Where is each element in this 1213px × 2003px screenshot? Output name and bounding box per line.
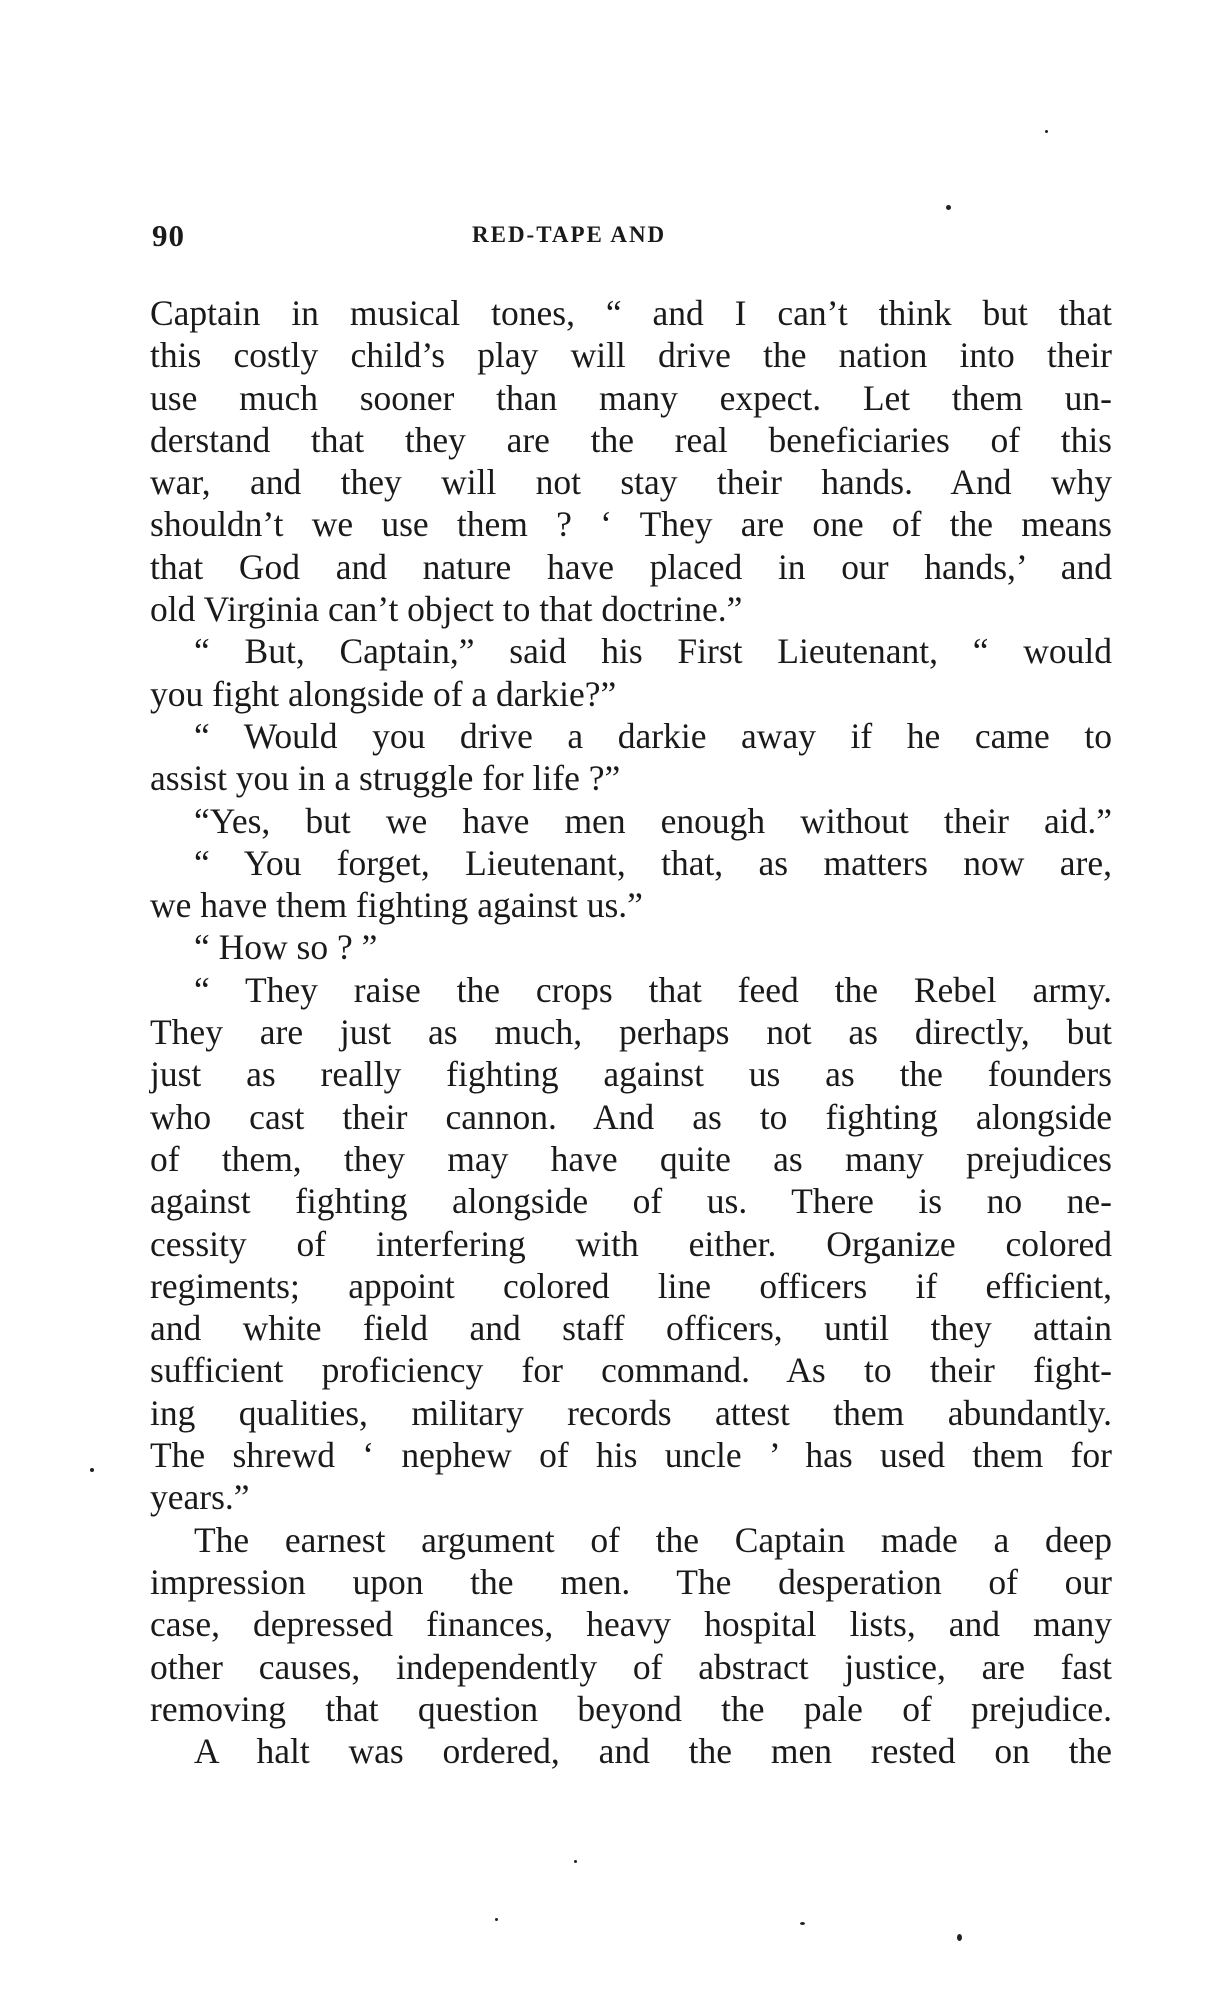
text-line: sufficient proficiency for command. As to their fight- xyxy=(150,1350,1112,1391)
text-line: ing qualities, military records attest them abundantly. xyxy=(150,1392,1112,1433)
text-line: The earnest argument of the Captain made a deep xyxy=(194,1519,1112,1560)
body-text xyxy=(150,292,1112,1772)
text-line: “Yes, but we have men enough without their aid.” xyxy=(194,800,1112,841)
text-line: you fight alongside of a darkie?” xyxy=(150,673,617,714)
scan-speck xyxy=(495,1918,498,1921)
scan-speck xyxy=(1045,130,1048,133)
text-line: Captain in musical tones, “ and I can’t think but that xyxy=(150,293,1112,333)
text-line: The shrewd ‘ nephew of his uncle ’ has used them for xyxy=(150,1435,1112,1476)
text-line: use much sooner than many expect. Let them un- xyxy=(150,377,1112,418)
running-head: RED-TAPE AND xyxy=(472,222,667,247)
text-line: “ Would you drive a darkie away if he came to xyxy=(194,715,1112,756)
text-line: “ How so ? ” xyxy=(194,927,378,968)
text-line: just as really fighting against us as the founders xyxy=(150,1054,1112,1095)
text-line: “ They raise the crops that feed the Rebel army. xyxy=(194,969,1112,1010)
text-line: of them, they may have quite as many prejudices xyxy=(150,1138,1112,1179)
text-line: we have them fighting against us.” xyxy=(150,885,643,926)
text-line: other causes, independently of abstract justice, are fast xyxy=(150,1646,1112,1687)
text-line: “ You forget, Lieutenant, that, as matters now are, xyxy=(194,842,1112,883)
text-line: A halt was ordered, and the men rested on the xyxy=(194,1731,1112,1772)
scan-speck xyxy=(957,1934,962,1941)
text-line: “ But, Captain,” said his First Lieutenant, “ would xyxy=(194,631,1112,672)
text-line: regiments; appoint colored line officers if efficient, xyxy=(150,1265,1112,1306)
text-line: who cast their cannon. And as to fighting alongside xyxy=(150,1096,1112,1137)
text-line: that God and nature have placed in our hands,’ and xyxy=(150,546,1112,587)
text-line: old Virginia can’t object to that doctrine.” xyxy=(150,589,743,630)
text-line: case, depressed finances, heavy hospital lists, and many xyxy=(150,1604,1112,1645)
scan-speck xyxy=(800,1922,805,1925)
text-line: and white field and staff officers, until they attain xyxy=(150,1308,1112,1349)
text-line: impression upon the men. The desperation of our xyxy=(150,1561,1112,1602)
text-line: They are just as much, perhaps not as directly, but xyxy=(150,1012,1112,1053)
text-line: years.” xyxy=(150,1477,250,1518)
page-number: 90 xyxy=(152,218,185,253)
scan-speck xyxy=(574,1860,577,1863)
text-line: removing that question beyond the pale of prejudice. xyxy=(150,1688,1112,1729)
text-line: assist you in a struggle for life ?” xyxy=(150,758,621,799)
scan-speck xyxy=(90,1468,94,1472)
text-line: derstand that they are the real beneficiaries of this xyxy=(150,419,1112,460)
text-line: shouldn’t we use them ? ‘ They are one of the means xyxy=(150,504,1112,545)
page-header xyxy=(152,218,1112,258)
text-line: cessity of interfering with either. Organize colored xyxy=(150,1223,1112,1264)
text-line: war, and they will not stay their hands. And why xyxy=(150,462,1112,503)
scan-speck xyxy=(946,205,951,210)
text-line: against fighting alongside of us. There is no ne- xyxy=(150,1181,1112,1222)
text-line: this costly child’s play will drive the nation into their xyxy=(150,335,1112,376)
